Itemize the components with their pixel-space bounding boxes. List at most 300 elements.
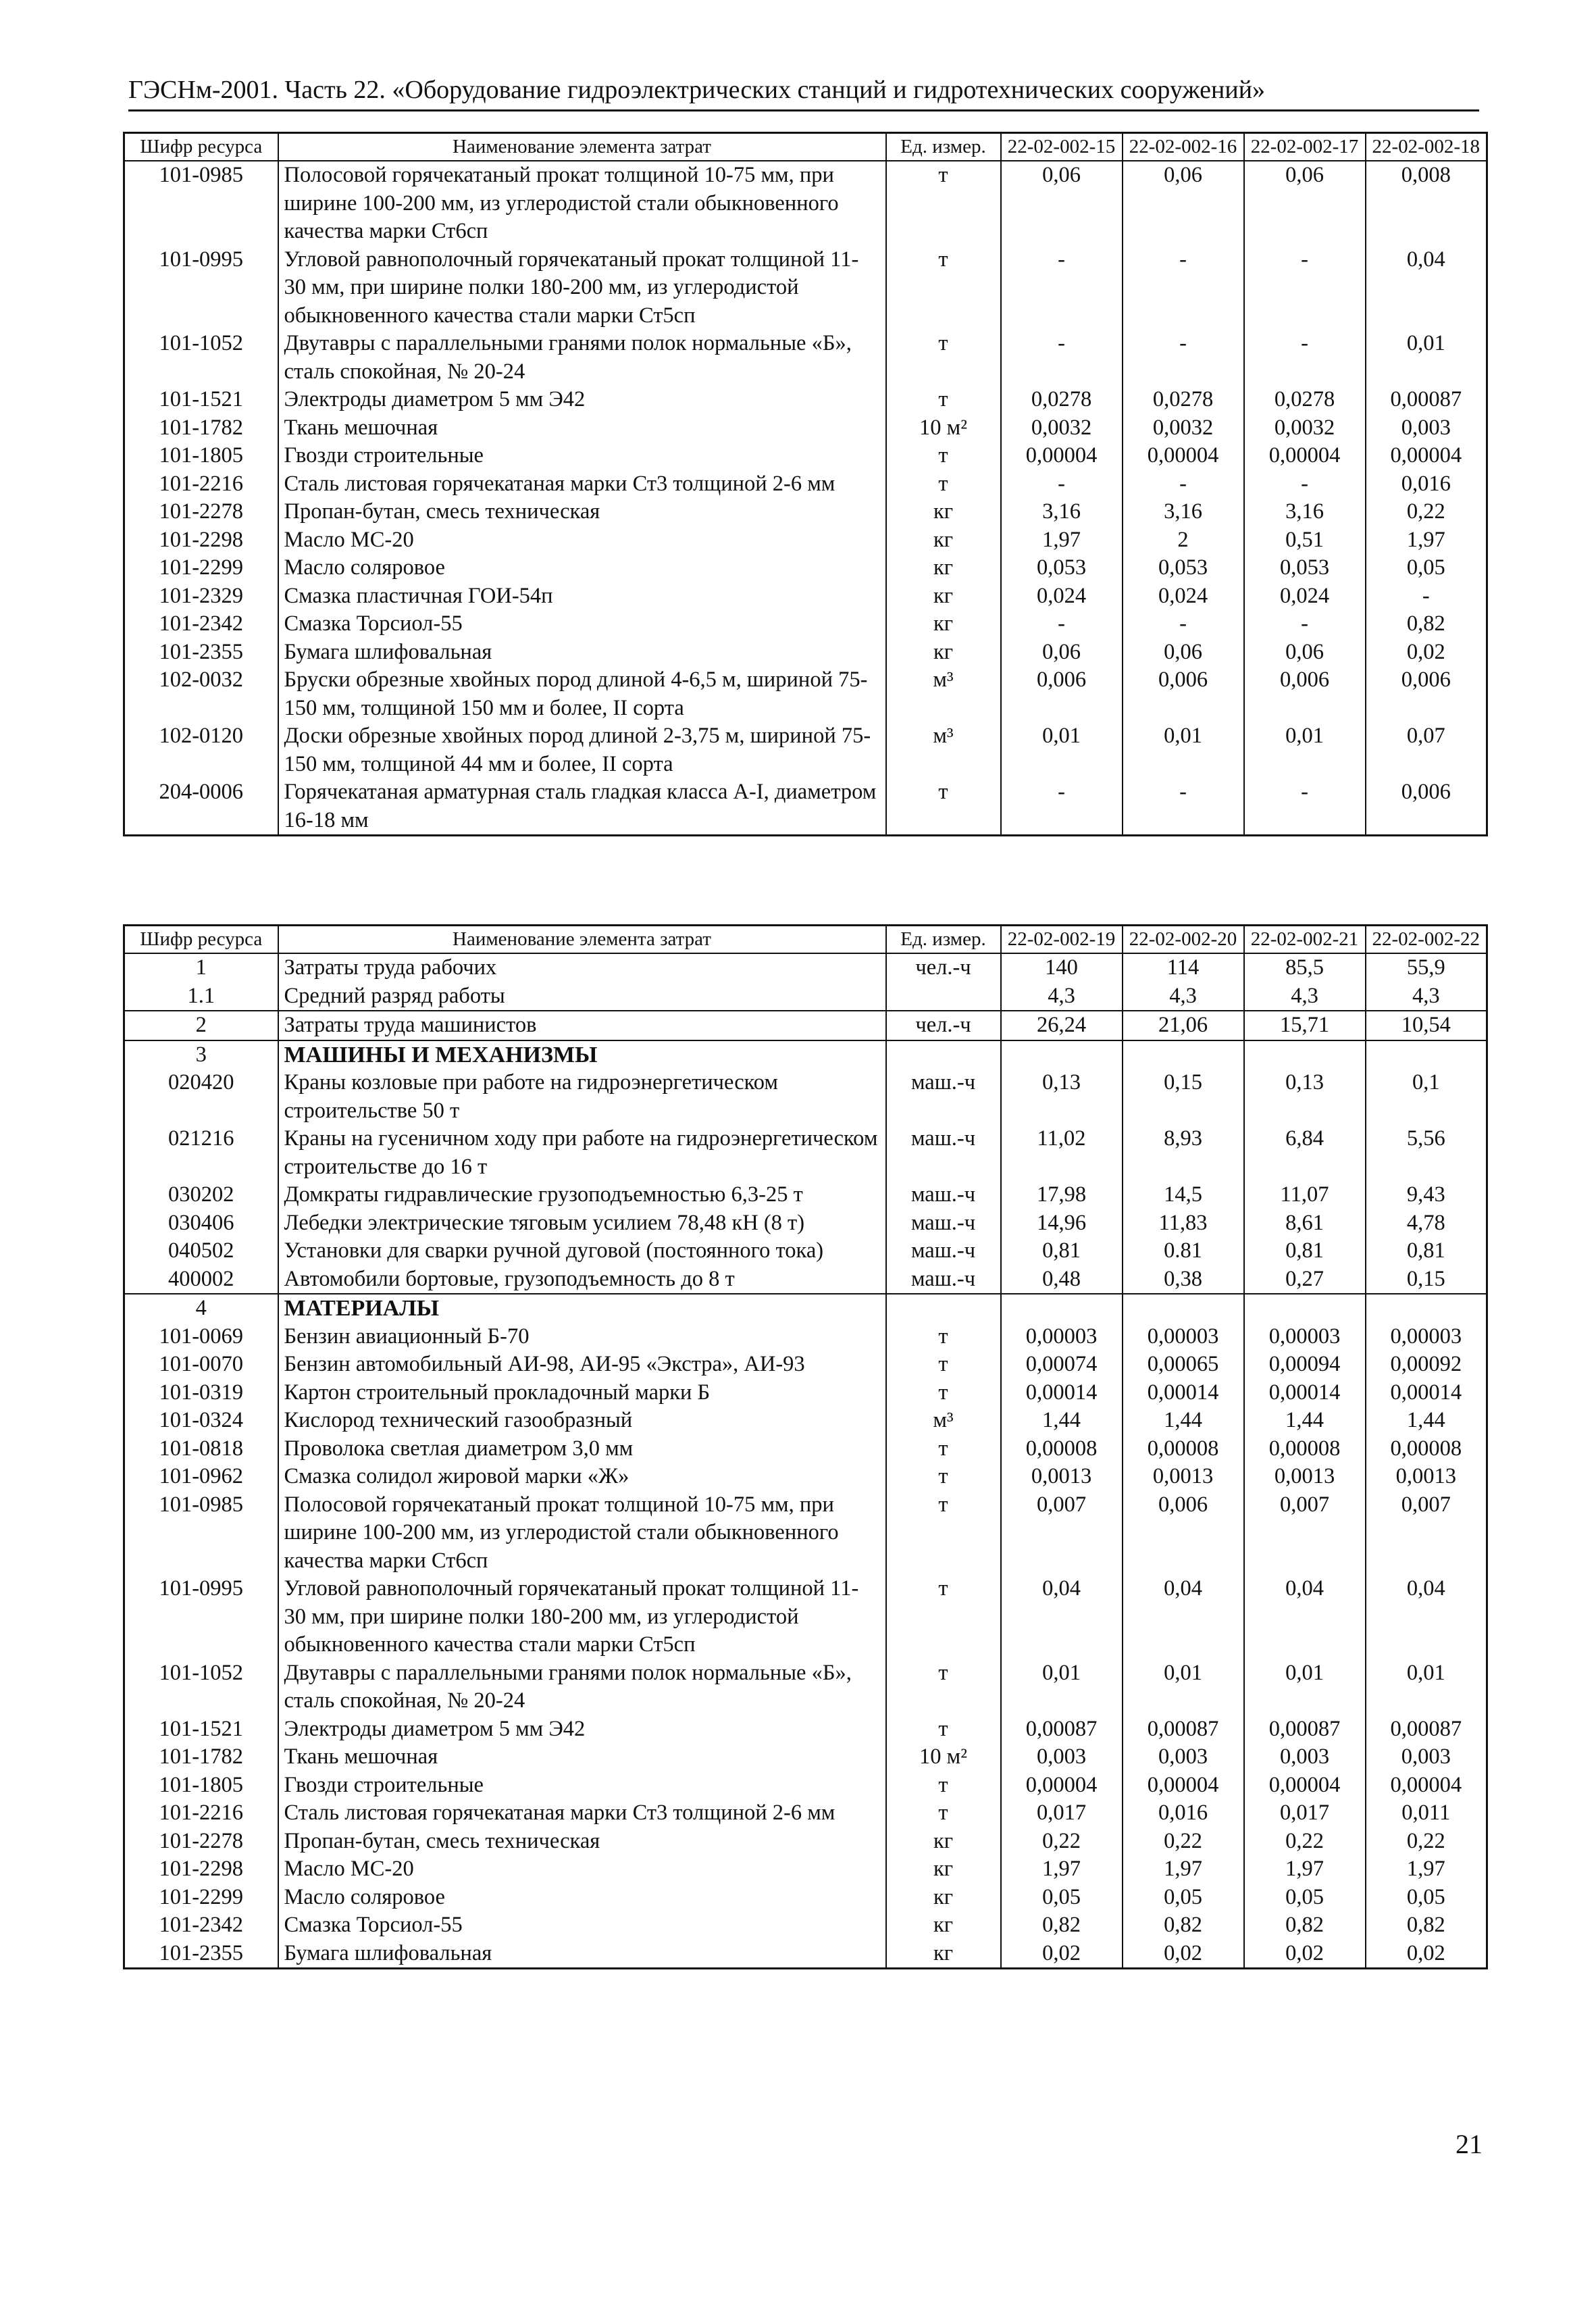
col-norm-header: 22-02-002-20 [1123,926,1244,954]
resource-name: Масло МС-20 [278,526,886,555]
norm-value: 0,024 [1244,582,1366,611]
resource-name: Установки для сварки ручной дуговой (постоянного тока) [278,1237,886,1265]
norm-value: 0,00004 [1123,1771,1244,1800]
norm-value: 0,38 [1123,1265,1244,1294]
norm-value: 0,05 [1001,1884,1123,1912]
norm-value: 0,00065 [1123,1351,1244,1379]
norm-value: 114 [1123,953,1244,982]
unit-of-measure: м³ [886,666,1001,722]
unit-of-measure: чел.-ч [886,1011,1001,1040]
col-norm-header: 22-02-002-17 [1244,133,1366,161]
resource-code: 101-0324 [124,1407,278,1435]
resource-code: 101-2299 [124,554,278,582]
unit-of-measure: т [886,778,1001,836]
norm-value: 0,81 [1244,1237,1366,1265]
unit-of-measure: т [886,1799,1001,1828]
resource-name: Электроды диаметром 5 мм Э42 [278,1715,886,1744]
norm-value: 0,1 [1366,1069,1487,1125]
table-row [124,1940,1487,1969]
unit-of-measure [886,1040,1001,1070]
norm-value: 0,0032 [1001,414,1123,443]
resource-table-2 [123,924,1488,1969]
norm-value: 21,06 [1123,1011,1244,1040]
norm-value: - [1123,778,1244,836]
resource-name: Смазка пластичная ГОИ-54п [278,582,886,611]
norm-value: 0,22 [1366,1828,1487,1856]
resource-code: 101-2342 [124,1911,278,1940]
norm-value: 0,82 [1366,1911,1487,1940]
norm-value: 0,04 [1001,1575,1123,1659]
norm-value: 85,5 [1244,953,1366,982]
norm-value: 0,02 [1244,1940,1366,1969]
norm-value: 0,01 [1366,1659,1487,1715]
resource-code: 101-2216 [124,1799,278,1828]
resource-code: 101-0995 [124,246,278,330]
resource-name: Домкраты гидравлические грузоподъемностью 6,3-25 т [278,1181,886,1209]
unit-of-measure: чел.-ч [886,953,1001,982]
norm-value: 0,00004 [1123,442,1244,470]
table-row [124,1011,1487,1040]
norm-value: 0,00087 [1123,1715,1244,1744]
norm-value: 0,003 [1366,414,1487,443]
norm-value: 0,82 [1001,1911,1123,1940]
resource-name: Сталь листовая горячекатаная марки Ст3 толщиной 2-6 мм [278,470,886,499]
norm-value: 0,01 [1244,722,1366,778]
norm-value [1123,1040,1244,1070]
col-norm-header: 22-02-002-16 [1123,133,1244,161]
norm-value: 0,00003 [1244,1323,1366,1351]
norm-value: 0,05 [1366,554,1487,582]
table-header-row [124,926,1487,954]
table-row [124,1069,1487,1125]
norm-value: 0,00014 [1244,1379,1366,1407]
norm-value: 0,05 [1366,1884,1487,1912]
resource-code: 101-2342 [124,610,278,638]
norm-value: 0,06 [1123,161,1244,246]
norm-value: 0,053 [1244,554,1366,582]
table-row [124,610,1487,638]
norm-value: - [1123,470,1244,499]
unit-of-measure: кг [886,1828,1001,1856]
norm-value: 0,053 [1001,554,1123,582]
resource-code: 204-0006 [124,778,278,836]
col-name-header: Наименование элемента затрат [278,926,886,954]
norm-value: - [1244,778,1366,836]
resource-name: Смазка солидол жировой марки «Ж» [278,1463,886,1491]
resource-name: Гвозди строительные [278,442,886,470]
resource-code: 101-1805 [124,1771,278,1800]
col-code-header: Шифр ресурса [124,133,278,161]
norm-value [1001,1294,1123,1323]
table-row [124,1379,1487,1407]
norm-value: 0,0278 [1244,386,1366,414]
norm-value: 0,00008 [1123,1435,1244,1463]
table-row [124,1855,1487,1884]
norm-value: 0,02 [1123,1940,1244,1969]
unit-of-measure: т [886,246,1001,330]
norm-value: 10,54 [1366,1011,1487,1040]
table-row [124,1828,1487,1856]
norm-value: 0,006 [1123,666,1244,722]
norm-value: 3,16 [1123,498,1244,526]
resource-code: 101-2298 [124,526,278,555]
norm-value: 0,007 [1244,1491,1366,1576]
norm-value: 0,00087 [1366,386,1487,414]
norm-value: 0,22 [1123,1828,1244,1856]
norm-value: 1,97 [1001,526,1123,555]
resource-code: 101-1782 [124,1743,278,1771]
resource-name: Электроды диаметром 5 мм Э42 [278,386,886,414]
unit-of-measure: кг [886,582,1001,611]
table-row [124,778,1487,836]
resource-code: 101-2278 [124,1828,278,1856]
norm-value: - [1001,246,1123,330]
norm-value: 0,07 [1366,722,1487,778]
table-row [124,1575,1487,1659]
norm-value: 0,00004 [1001,442,1123,470]
resource-name: Масло соляровое [278,554,886,582]
resource-code: 101-2298 [124,1855,278,1884]
unit-of-measure: кг [886,1855,1001,1884]
resource-code: 1 [124,953,278,982]
table-row [124,1743,1487,1771]
norm-value: - [1123,246,1244,330]
norm-value: - [1001,330,1123,386]
unit-of-measure: 10 м² [886,414,1001,443]
table-row [124,1659,1487,1715]
table-row [124,582,1487,611]
norm-value: 1,97 [1001,1855,1123,1884]
table-row [124,1237,1487,1265]
col-unit-header: Ед. измер. [886,926,1001,954]
norm-value: 0,04 [1123,1575,1244,1659]
norm-value: 0,024 [1123,582,1244,611]
norm-value: 0,06 [1001,638,1123,667]
norm-value: 0,27 [1244,1265,1366,1294]
norm-value: 11,02 [1001,1125,1123,1181]
unit-of-measure: 10 м² [886,1743,1001,1771]
resource-code: 4 [124,1294,278,1323]
table-row [124,638,1487,667]
resource-name: Двутавры с параллельными гранями полок нормальные «Б», сталь спокойная, № 20-24 [278,1659,886,1715]
resource-name: Сталь листовая горячекатаная марки Ст3 толщиной 2-6 мм [278,1799,886,1828]
norm-value: 0,0032 [1123,414,1244,443]
norm-value: - [1001,778,1123,836]
norm-value: 0,04 [1366,246,1487,330]
norm-value: 0,01 [1366,330,1487,386]
norm-value: 0,00074 [1001,1351,1123,1379]
resource-name: Полосовой горячекатаный прокат толщиной 10-75 мм, при ширине 100-200 мм, из углеродистой стали обыкновенного качества марки Ст6сп [278,1491,886,1576]
table-row [124,1799,1487,1828]
resource-code: 101-0985 [124,1491,278,1576]
norm-value: 140 [1001,953,1123,982]
table-body [124,161,1487,836]
resource-code: 101-1521 [124,386,278,414]
norm-value: 0,00087 [1001,1715,1123,1744]
table-row [124,666,1487,722]
norm-value: 0,00087 [1366,1715,1487,1744]
norm-value: 0,017 [1244,1799,1366,1828]
norm-value: 0,006 [1366,778,1487,836]
norm-value: 0,15 [1366,1265,1487,1294]
resource-table-1 [123,132,1488,836]
table-body [124,953,1487,1969]
norm-value: 3,16 [1244,498,1366,526]
page-number: 21 [1456,2129,1483,2159]
resource-name: Бумага шлифовальная [278,1940,886,1969]
norm-value: 4,3 [1244,982,1366,1011]
table-row [124,414,1487,443]
norm-value: 0,00004 [1366,442,1487,470]
norm-value: 0,017 [1001,1799,1123,1828]
norm-value [1366,1294,1487,1323]
norm-value: 6,84 [1244,1125,1366,1181]
norm-value: 0,0013 [1244,1463,1366,1491]
resource-name: Пропан-бутан, смесь техническая [278,498,886,526]
norm-value: 14,5 [1123,1181,1244,1209]
norm-value: 1,44 [1123,1407,1244,1435]
resource-code: 030406 [124,1209,278,1238]
norm-value: 11,07 [1244,1181,1366,1209]
norm-value: 1,44 [1366,1407,1487,1435]
resource-name: Пропан-бутан, смесь техническая [278,1828,886,1856]
table-row [124,722,1487,778]
norm-value [1001,1040,1123,1070]
norm-value: 0,00003 [1123,1323,1244,1351]
norm-value: 0,00004 [1244,1771,1366,1800]
norm-value: 0,22 [1366,498,1487,526]
table-header-row [124,133,1487,161]
resource-name: Полосовой горячекатаный прокат толщиной 10-75 мм, при ширине 100-200 мм, из углеродистой стали обыкновенного качества марки Ст6сп [278,161,886,246]
resource-code: 101-0070 [124,1351,278,1379]
norm-value: 0,06 [1123,638,1244,667]
resource-code: 101-2299 [124,1884,278,1912]
norm-value: 4,3 [1001,982,1123,1011]
table-row [124,1407,1487,1435]
norm-value: 0,06 [1001,161,1123,246]
col-name-header: Наименование элемента затрат [278,133,886,161]
unit-of-measure: т [886,161,1001,246]
norm-value: 0,81 [1366,1237,1487,1265]
norm-value: 0,00087 [1244,1715,1366,1744]
resource-name: Краны козловые при работе на гидроэнергетическом строительстве 50 т [278,1069,886,1125]
norm-value: 0,81 [1001,1237,1123,1265]
resource-name: Краны на гусеничном ходу при работе на гидроэнергетическом строительстве до 16 т [278,1125,886,1181]
table-row [124,1491,1487,1576]
norm-value: 0,00003 [1366,1323,1487,1351]
resource-name: Бензин автомобильный АИ-98, АИ-95 «Экстра», АИ-93 [278,1351,886,1379]
resource-name: Средний разряд работы [278,982,886,1011]
norm-value: 0,04 [1244,1575,1366,1659]
resource-name: Затраты труда машинистов [278,1011,886,1040]
resource-name: Бруски обрезные хвойных пород длиной 4-6,5 м, шириной 75-150 мм, толщиной 150 мм и более, II сорта [278,666,886,722]
norm-value: 0,0013 [1366,1463,1487,1491]
norm-value: 8,93 [1123,1125,1244,1181]
unit-of-measure: т [886,1351,1001,1379]
norm-value: - [1244,610,1366,638]
norm-value: 0,00008 [1244,1435,1366,1463]
resource-name: Лебедки электрические тяговым усилием 78,48 кН (8 т) [278,1209,886,1238]
unit-of-measure: маш.-ч [886,1069,1001,1125]
norm-value: 0,06 [1244,638,1366,667]
norm-value: - [1001,470,1123,499]
norm-value: 0,00092 [1366,1351,1487,1379]
unit-of-measure: т [886,1435,1001,1463]
norm-value: 0,006 [1001,666,1123,722]
table-row [124,386,1487,414]
resource-name: Двутавры с параллельными гранями полок нормальные «Б», сталь спокойная, № 20-24 [278,330,886,386]
norm-value: 0,13 [1244,1069,1366,1125]
resource-code: 030202 [124,1181,278,1209]
norm-value: 4,3 [1123,982,1244,1011]
col-code-header: Шифр ресурса [124,926,278,954]
resource-name: Горячекатаная арматурная сталь гладкая класса А-I, диаметром 16-18 мм [278,778,886,836]
norm-value: 15,71 [1244,1011,1366,1040]
resource-name: Смазка Торсиол-55 [278,610,886,638]
norm-value: 0,13 [1001,1069,1123,1125]
norm-value: 17,98 [1001,1181,1123,1209]
unit-of-measure [886,982,1001,1011]
unit-of-measure: маш.-ч [886,1125,1001,1181]
norm-value: 1,44 [1001,1407,1123,1435]
norm-value: 0,00094 [1244,1351,1366,1379]
resource-code: 101-0995 [124,1575,278,1659]
resource-name: Масло соляровое [278,1884,886,1912]
norm-value: 0,006 [1366,666,1487,722]
norm-value: 0,006 [1244,666,1366,722]
norm-value: 0,02 [1366,1940,1487,1969]
norm-value: 0,003 [1244,1743,1366,1771]
norm-value: 0,01 [1123,1659,1244,1715]
resource-code: 2 [124,1011,278,1040]
norm-value: 0,024 [1001,582,1123,611]
resource-code: 021216 [124,1125,278,1181]
resource-code: 101-1052 [124,330,278,386]
norm-value: 9,43 [1366,1181,1487,1209]
table-row [124,330,1487,386]
norm-value: 0,02 [1366,638,1487,667]
norm-value: 0,48 [1001,1265,1123,1294]
norm-value: 0,15 [1123,1069,1244,1125]
unit-of-measure: т [886,1323,1001,1351]
unit-of-measure: т [886,386,1001,414]
resource-code: 101-2355 [124,638,278,667]
unit-of-measure: т [886,470,1001,499]
table-row [124,1911,1487,1940]
resource-code: 101-1052 [124,1659,278,1715]
norm-value: 0,00004 [1244,442,1366,470]
resource-code: 3 [124,1040,278,1070]
norm-value: - [1244,330,1366,386]
resource-name: Бензин авиационный Б-70 [278,1323,886,1351]
norm-value: 0,011 [1366,1799,1487,1828]
unit-of-measure: кг [886,1940,1001,1969]
norm-value: 0,003 [1123,1743,1244,1771]
norm-value: 0,04 [1366,1575,1487,1659]
resource-name: Угловой равнополочный горячекатаный прокат толщиной 11-30 мм, при ширине полки 180-200 мм, из углеродистой обыкновенного качества стали марки Ст5сп [278,1575,886,1659]
table-row [124,498,1487,526]
table-row [124,1265,1487,1294]
unit-of-measure: т [886,442,1001,470]
unit-of-measure: т [886,1463,1001,1491]
unit-of-measure: кг [886,638,1001,667]
resource-name: Бумага шлифовальная [278,638,886,667]
table-row [124,1351,1487,1379]
norm-value: 0.81 [1123,1237,1244,1265]
resource-name: МАТЕРИАЛЫ [278,1294,886,1323]
norm-value: 0,003 [1366,1743,1487,1771]
resource-code: 101-2278 [124,498,278,526]
norm-value: 0,0278 [1001,386,1123,414]
table-row [124,1715,1487,1744]
unit-of-measure: кг [886,1911,1001,1940]
unit-of-measure: м³ [886,722,1001,778]
resource-name: Доски обрезные хвойных пород длиной 2-3,75 м, шириной 75-150 мм, толщиной 44 мм и более, II сорта [278,722,886,778]
unit-of-measure: м³ [886,1407,1001,1435]
table-row [124,982,1487,1011]
norm-value: 1,97 [1366,526,1487,555]
norm-value: 1,97 [1123,1855,1244,1884]
norm-value: 5,56 [1366,1125,1487,1181]
norm-value: - [1366,582,1487,611]
resource-name: Затраты труда рабочих [278,953,886,982]
resource-code: 101-0985 [124,161,278,246]
norm-value: 8,61 [1244,1209,1366,1238]
unit-of-measure: маш.-ч [886,1237,1001,1265]
norm-value: 26,24 [1001,1011,1123,1040]
norm-value: 0,05 [1123,1884,1244,1912]
unit-of-measure: т [886,1491,1001,1576]
unit-of-measure: т [886,1379,1001,1407]
unit-of-measure: маш.-ч [886,1265,1001,1294]
norm-value: 0,006 [1123,1491,1244,1576]
unit-of-measure: т [886,1659,1001,1715]
col-norm-header: 22-02-002-19 [1001,926,1123,954]
unit-of-measure: маш.-ч [886,1181,1001,1209]
norm-value: 0,00003 [1001,1323,1123,1351]
norm-value: 0,06 [1244,161,1366,246]
resource-code: 101-0818 [124,1435,278,1463]
resource-name: Масло МС-20 [278,1855,886,1884]
resource-name: Ткань мешочная [278,414,886,443]
unit-of-measure: т [886,1771,1001,1800]
table-row [124,953,1487,982]
resource-code: 101-1521 [124,1715,278,1744]
unit-of-measure: маш.-ч [886,1209,1001,1238]
norm-value: - [1001,610,1123,638]
resource-name: Гвозди строительные [278,1771,886,1800]
norm-value: 0,0013 [1123,1463,1244,1491]
norm-value: 1,97 [1244,1855,1366,1884]
resource-name: Автомобили бортовые, грузоподъемность до 8 т [278,1265,886,1294]
table-row [124,470,1487,499]
norm-value: 0,01 [1123,722,1244,778]
resource-name: МАШИНЫ И МЕХАНИЗМЫ [278,1040,886,1070]
table-row [124,1181,1487,1209]
norm-value: - [1123,330,1244,386]
norm-value: 55,9 [1366,953,1487,982]
norm-value: 0,007 [1366,1491,1487,1576]
norm-value [1244,1294,1366,1323]
norm-value: 0,51 [1244,526,1366,555]
norm-value: 0,016 [1366,470,1487,499]
norm-value [1123,1294,1244,1323]
table-row [124,1435,1487,1463]
col-norm-header: 22-02-002-22 [1366,926,1487,954]
table-row [124,1125,1487,1181]
norm-value: 0,01 [1001,1659,1123,1715]
norm-value: 0,01 [1001,722,1123,778]
